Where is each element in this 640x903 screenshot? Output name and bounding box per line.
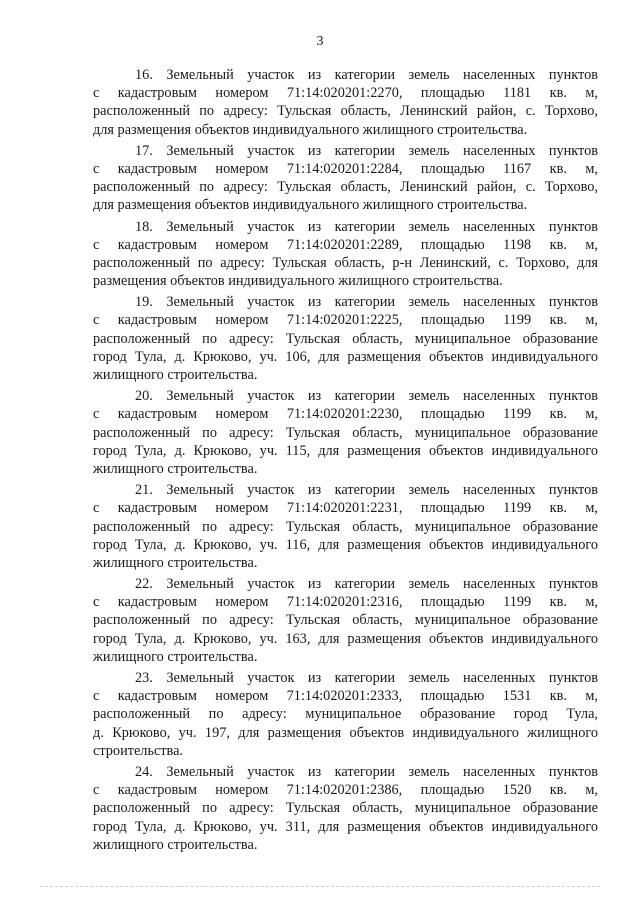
text-line: с кадастровым номером 71:14:020201:2333, площадью 1531 кв. м,: [93, 688, 598, 705]
text-line: с кадастровым номером 71:14:020201:2284, площадью 1167 кв. м,: [93, 160, 598, 177]
text-line: город Тула, д. Крюково, уч. 115, для размещения объектов индивидуального: [93, 442, 598, 459]
text-line: жилищного строительства.: [93, 836, 258, 853]
text-line: расположенный по адресу: Тульская область, Ленинский район, с. Торхово,: [93, 103, 598, 120]
text-line: с кадастровым номером 71:14:020201:2230, площадью 1199 кв. м,: [93, 406, 598, 423]
text-line: город Тула, д. Крюково, уч. 116, для размещения объектов индивидуального: [93, 536, 598, 553]
text-line: жилищного строительства.: [93, 460, 258, 477]
text-line: с кадастровым номером 71:14:020201:2386, площадью 1520 кв. м,: [93, 782, 598, 799]
text-line: с кадастровым номером 71:14:020201:2316, площадью 1199 кв. м,: [93, 594, 598, 611]
footer-dashed-rule: [40, 886, 600, 887]
text-line: размещения объектов индивидуального жилищного строительства.: [93, 273, 503, 290]
text-line: 23. Земельный участок из категории земель населенных пунктов: [135, 670, 598, 686]
text-line: расположенный по адресу: Тульская область, муниципальное образование: [93, 518, 598, 535]
text-line: жилищного строительства.: [93, 554, 258, 571]
text-line: строительства.: [93, 742, 184, 759]
list-item: [93, 142, 598, 215]
text-line: 18. Земельный участок из категории земель населенных пунктов: [135, 218, 598, 235]
list-item: [93, 66, 598, 139]
text-line: расположенный по адресу: муниципальное образование город Тула,: [93, 706, 598, 723]
text-line: расположенный по адресу: Тульская область, муниципальное образование: [93, 330, 598, 347]
text-line: 17. Земельный участок из категории земель населенных пунктов: [135, 142, 598, 159]
text-line: с кадастровым номером 71:14:020201:2231, площадью 1199 кв. м,: [93, 500, 598, 517]
text-line: с кадастровым номером 71:14:020201:2289, площадью 1198 кв. м,: [93, 236, 598, 253]
list-item: [93, 218, 598, 291]
text-line: с кадастровым номером 71:14:020201:2225, площадью 1199 кв. м,: [93, 312, 598, 329]
text-line: расположенный по адресу: Тульская область, муниципальное образование: [93, 612, 598, 629]
text-line: с кадастровым номером 71:14:020201:2270, площадью 1181 кв. м,: [93, 85, 598, 102]
text-line: 16. Земельный участок из категории земель населенных пунктов: [135, 67, 598, 83]
document-body: [93, 66, 598, 857]
text-line: для размещения объектов индивидуального жилищного строительства.: [93, 197, 528, 214]
text-line: расположенный по адресу: Тульская область, муниципальное образование: [93, 800, 598, 817]
text-line: город Тула, д. Крюково, уч. 163, для размещения объектов индивидуального: [93, 630, 598, 647]
list-item: [93, 763, 598, 854]
text-line: 19. Земельный участок из категории земель населенных пунктов: [135, 294, 598, 311]
text-line: расположенный по адресу: Тульская область, р-н Ленинский, с. Торхово, для: [93, 254, 598, 271]
text-line: для размещения объектов индивидуального жилищного строительства.: [93, 121, 528, 138]
list-item: [93, 669, 598, 760]
list-item: [93, 481, 598, 572]
text-line: город Тула, д. Крюково, уч. 106, для размещения объектов индивидуального: [93, 348, 598, 365]
list-item: [93, 293, 598, 384]
list-item: [93, 387, 598, 478]
text-line: город Тула, д. Крюково, уч. 311, для размещения объектов индивидуального: [93, 818, 598, 835]
text-line: расположенный по адресу: Тульская область, Ленинский район, с. Торхово,: [93, 179, 598, 196]
text-line: жилищного строительства.: [93, 648, 258, 665]
text-line: 21. Земельный участок из категории земель населенных пунктов: [135, 482, 598, 499]
list-item: [93, 575, 598, 666]
page-number: 3: [316, 34, 324, 49]
text-line: д. Крюково, уч. 197, для размещения объектов индивидуального жилищного: [93, 724, 598, 741]
text-line: расположенный по адресу: Тульская область, муниципальное образование: [93, 424, 598, 441]
text-line: 24. Земельный участок из категории земель населенных пунктов: [135, 763, 598, 780]
text-line: 20. Земельный участок из категории земель населенных пунктов: [135, 388, 598, 405]
text-line: 22. Земельный участок из категории земель населенных пунктов: [135, 576, 598, 593]
text-line: жилищного строительства.: [93, 367, 258, 383]
